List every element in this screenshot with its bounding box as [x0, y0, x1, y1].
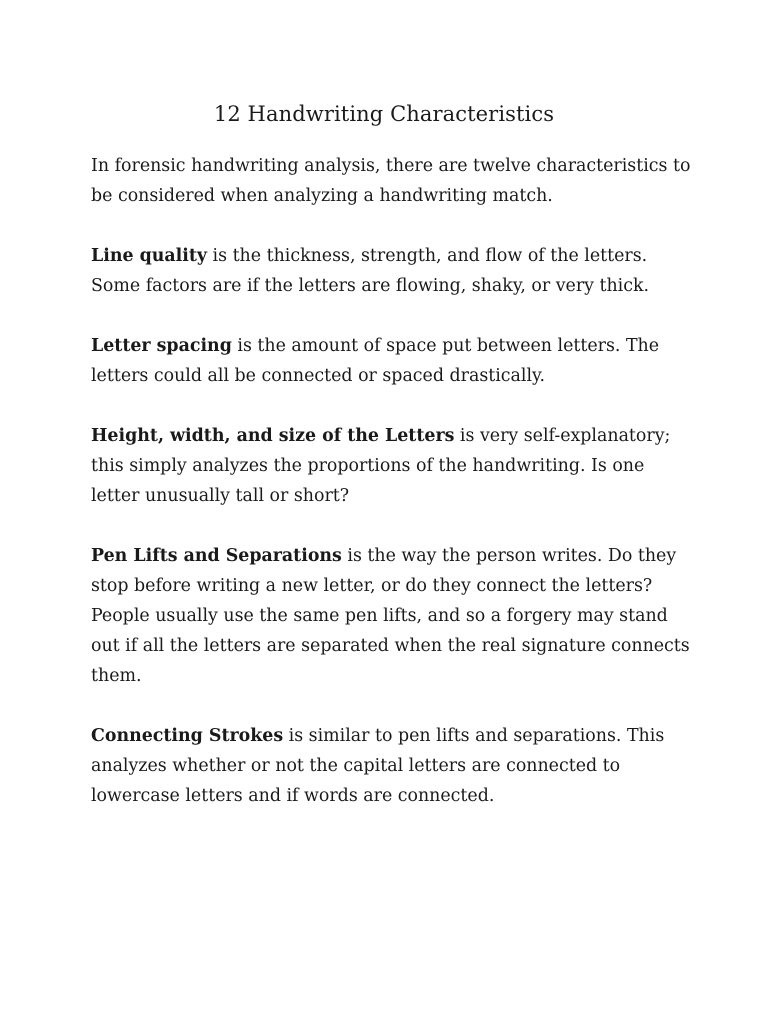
section-term: Connecting Strokes — [91, 726, 284, 746]
section-text: is the thickness, strength, and flow of the letters. Some factors are if the letters are flowing, shaky, or very thick. — [91, 246, 650, 296]
intro-paragraph: In forensic handwriting analysis, there are twelve characteristics to be considered when analyzing a handwriting match. — [91, 156, 691, 206]
section-term: Pen Lifts and Separations — [91, 546, 342, 566]
section-height-width-size — [91, 421, 691, 511]
section-text: is the way the person writes. Do they stop before writing a new letter, or do they connect the letters? People usually use the same pen lifts, and so a forgery may stand out if all the letters are separated when the real signature connects them. — [91, 546, 690, 686]
section-text: is very self-explanatory; this simply analyzes the proportions of the handwriting. Is one letter unusually tall or short? — [91, 426, 671, 506]
section-connecting-strokes — [91, 721, 691, 811]
section-text: is the amount of space put between letters. The letters could all be connected or spaced drastically. — [91, 336, 660, 386]
section-text: is similar to pen lifts and separations. This analyzes whether or not the capital letters are connected to lowercase letters and if words are connected. — [91, 726, 665, 806]
document-title: 12 Handwriting Characteristics — [213, 102, 555, 126]
section-term: Letter spacing — [91, 336, 232, 356]
section-letter-spacing — [91, 331, 691, 391]
section-line-quality — [91, 241, 691, 301]
section-term: Height, width, and size of the Letters — [91, 426, 455, 446]
section-pen-lifts — [91, 541, 691, 691]
document-body — [91, 151, 691, 841]
section-term: Line quality — [91, 246, 208, 266]
